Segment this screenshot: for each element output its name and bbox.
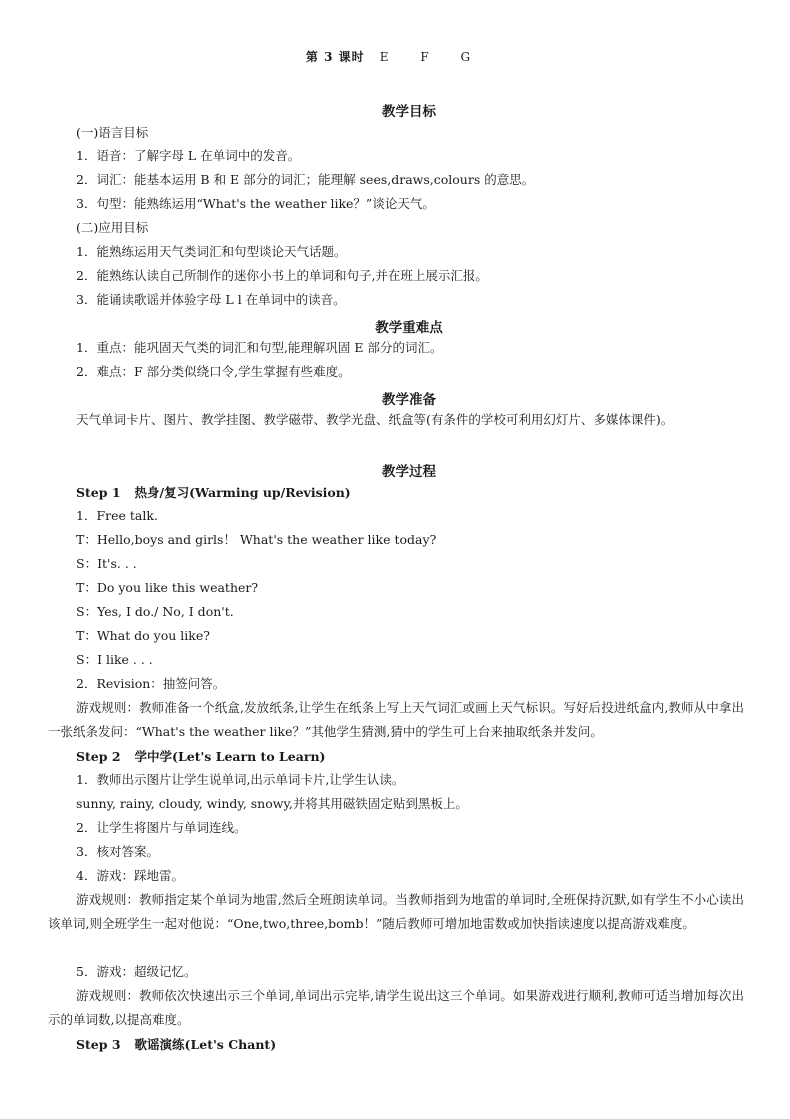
step-2-label: Step 2: [76, 749, 121, 764]
dialogue-line: S：Yes, I do./ No, I don't.: [76, 604, 234, 619]
section-title-goals: 教学目标: [382, 104, 436, 120]
lesson-letters: E F G: [379, 50, 485, 64]
dialogue-line: S：I like . . .: [76, 652, 153, 667]
goal-app-3: 3．能诵读歌谣并体验字母 L l 在单词中的读音。: [76, 292, 346, 307]
step2-item-4: 4．游戏：踩地雷。: [76, 868, 184, 883]
key-point-1: 1．重点：能巩固天气类的词汇和句型,能理解巩固 E 部分的词汇。: [76, 340, 443, 355]
step2-item-1: 1．教师出示图片让学生说单词,出示单词卡片,让学生认读。: [76, 772, 405, 787]
step-3-title: 歌谣演练(Let's Chant): [134, 1037, 277, 1052]
step-1-label: Step 1: [76, 485, 121, 500]
section-title-process: 教学过程: [382, 464, 436, 480]
goal-app-title: (二)应用目标: [76, 220, 149, 235]
goal-app-2: 2．能熟练认读自己所制作的迷你小书上的单词和句子,并在班上展示汇报。: [76, 268, 488, 283]
step-2-heading: [76, 749, 746, 765]
section-title-key-points: 教学重难点: [375, 320, 443, 336]
section-title-preparation: 教学准备: [382, 392, 436, 408]
step1-item-2: 2．Revision：抽签问答。: [76, 676, 226, 691]
goal-lang-title: (一)语言目标: [76, 125, 149, 140]
step2-item-5: 5．游戏：超级记忆。: [76, 964, 197, 979]
step2-word-list: sunny, rainy, cloudy, windy, snowy,并将其用磁铁固定贴到黑板上。: [76, 796, 468, 811]
preparation-text: 天气单词卡片、图片、教学挂图、教学磁带、教学光盘、纸盒等(有条件的学校可利用幻灯片、多媒体课件)。: [76, 412, 674, 427]
step2-game-rule-2: 游戏规则：教师依次快速出示三个单词,单词出示完毕,请学生说出这三个单词。如果游戏进行顺利,教师可适当增加每次出示的单词数,以提高难度。: [48, 988, 744, 1027]
step-2-title: 学中学(Let's Learn to Learn): [134, 749, 326, 764]
dialogue-line: T：What do you like?: [76, 628, 210, 643]
step-1-title: 热身/复习(Warming up/Revision): [134, 485, 351, 500]
page-header: [0, 48, 790, 65]
step2-item-2: 2．让学生将图片与单词连线。: [76, 820, 247, 835]
step-1-heading: [76, 485, 746, 501]
lesson-label: 第 3 课时: [305, 50, 365, 64]
goal-lang-1: 1．语音：了解字母 L 在单词中的发音。: [76, 148, 301, 163]
goal-lang-2: 2．词汇：能基本运用 B 和 E 部分的词汇；能理解 sees,draws,colours 的意思。: [76, 172, 535, 187]
goal-app-1: 1．能熟练运用天气类词汇和句型谈论天气话题。: [76, 244, 347, 259]
goal-lang-3: 3．句型：能熟练运用“What's the weather like？”谈论天气。: [76, 196, 435, 211]
dialogue-line: T：Hello,boys and girls！ What's the weather like today?: [76, 532, 437, 547]
step1-item-1: 1．Free talk.: [76, 508, 158, 523]
dialogue-line: S：It's. . .: [76, 556, 137, 571]
step-3-label: Step 3: [76, 1037, 121, 1052]
step1-game-rule: 游戏规则：教师准备一个纸盒,发放纸条,让学生在纸条上写上天气词汇或画上天气标识。写好后投进纸盒内,教师从中拿出一张纸条发问：“What's the weather like？”其他学生猜测,猜中的学生可上台来抽取纸条并发问。: [48, 700, 744, 739]
step2-game-rule-1: 游戏规则：教师指定某个单词为地雷,然后全班朗读单词。当教师指到为地雷的单词时,全班保持沉默,如有学生不小心读出该单词,则全班学生一起对他说：“One,two,three,bomb！”随后教师可增加地雷数或加快指读速度以提高游戏难度。: [48, 892, 744, 931]
step2-item-3: 3．核对答案。: [76, 844, 159, 859]
step-3-heading: [76, 1037, 746, 1053]
dialogue-line: T：Do you like this weather?: [76, 580, 259, 595]
key-point-2: 2．难点：F 部分类似绕口令,学生掌握有些难度。: [76, 364, 351, 379]
